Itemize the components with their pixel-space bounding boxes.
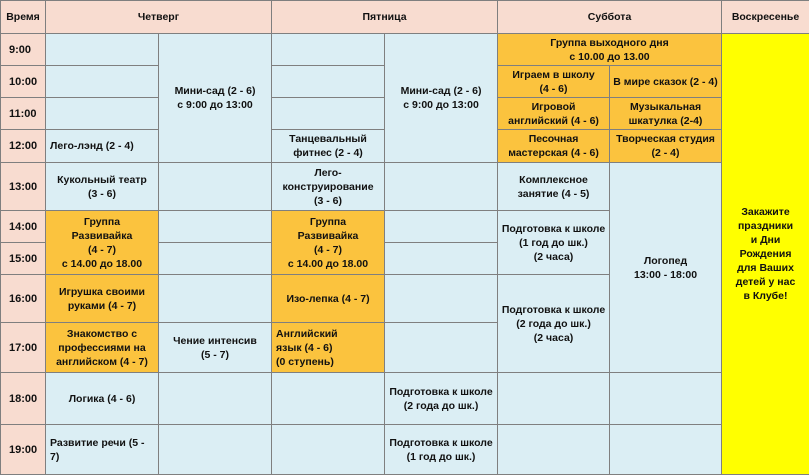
empty-cell [272, 98, 385, 130]
time-slot: 19:00 [1, 425, 46, 475]
thu-puppet-theatre: Кукольный театр (3 - 6) [46, 163, 159, 211]
fri-dance-fitness: Танцевальный фитнес (2 - 4) [272, 130, 385, 163]
sat-logoped: Логопед 13:00 - 18:00 [610, 163, 722, 373]
empty-cell [159, 163, 272, 211]
fri-minisad: Мини-сад (2 - 6) с 9:00 до 13:00 [385, 34, 498, 163]
thu-minisad: Мини-сад (2 - 6) с 9:00 до 13:00 [159, 34, 272, 163]
empty-cell [159, 243, 272, 275]
time-slot: 15:00 [1, 243, 46, 275]
thu-lego-land: Лего-лэнд (2 - 4) [46, 130, 159, 163]
header-time: Время [1, 1, 46, 34]
header-sunday: Воскресенье [722, 1, 809, 34]
empty-cell [159, 373, 272, 425]
time-slot: 11:00 [1, 98, 46, 130]
header-thursday: Четверг [46, 1, 272, 34]
time-slot: 9:00 [1, 34, 46, 66]
empty-cell [159, 211, 272, 243]
time-slot: 16:00 [1, 275, 46, 323]
empty-cell [385, 211, 498, 243]
sat-fairy-world: В мире сказок (2 - 4) [610, 66, 722, 98]
fri-izo-lepka: Изо-лепка (4 - 7) [272, 275, 385, 323]
header-friday: Пятница [272, 1, 498, 34]
empty-cell [498, 425, 610, 475]
empty-cell [159, 425, 272, 475]
sat-play-english: Игровой английский (4 - 6) [498, 98, 610, 130]
empty-cell [272, 34, 385, 66]
empty-cell [385, 243, 498, 275]
fri-english: Английский язык (4 - 6) (0 ступень) [272, 323, 385, 373]
sat-play-school: Играем в школу (4 - 6) [498, 66, 610, 98]
empty-cell [610, 425, 722, 475]
empty-cell [159, 275, 272, 323]
empty-cell [272, 66, 385, 98]
thu-toy-handmade: Игрушка своими руками (4 - 7) [46, 275, 159, 323]
sat-sand-workshop: Песочная мастерская (4 - 6) [498, 130, 610, 163]
sat-weekend-group: Группа выходного дня с 10.00 до 13.00 [498, 34, 722, 66]
fri-prep-school-2y: Подготовка к школе (2 года до шк.) [385, 373, 498, 425]
time-slot: 12:00 [1, 130, 46, 163]
empty-cell [46, 34, 159, 66]
time-slot: 17:00 [1, 323, 46, 373]
fri-prep-school-1y: Подготовка к школе (1 год до шк.) [385, 425, 498, 475]
sat-prep-school-1y: Подготовка к школе (1 год до шк.) (2 часа) [498, 211, 610, 275]
empty-cell [498, 373, 610, 425]
time-slot: 10:00 [1, 66, 46, 98]
sat-music-box: Музыкальная шкатулка (2-4) [610, 98, 722, 130]
thu-razvivaika: Группа Развивайка (4 - 7) с 14.00 до 18.00 [46, 211, 159, 275]
time-slot: 13:00 [1, 163, 46, 211]
empty-cell [46, 98, 159, 130]
empty-cell [272, 425, 385, 475]
fri-lego-construct: Лего- конструирование (3 - 6) [272, 163, 385, 211]
sat-complex-lesson: Комплексное занятие (4 - 5) [498, 163, 610, 211]
empty-cell [272, 373, 385, 425]
time-slot: 18:00 [1, 373, 46, 425]
empty-cell [385, 163, 498, 211]
empty-cell [610, 373, 722, 425]
header-saturday: Суббота [498, 1, 722, 34]
time-slot: 14:00 [1, 211, 46, 243]
sat-creative-studio: Творческая студия (2 - 4) [610, 130, 722, 163]
thu-logic: Логика (4 - 6) [46, 373, 159, 425]
thu-reading-intensive: Чение интенсив (5 - 7) [159, 323, 272, 373]
thu-professions-english: Знакомство с профессиями на английском (4 - 7) [46, 323, 159, 373]
empty-cell [385, 323, 498, 373]
thu-speech: Развитие речи (5 - 7) [46, 425, 159, 475]
empty-cell [385, 275, 498, 323]
fri-razvivaika: Группа Развивайка (4 - 7) с 14.00 до 18.00 [272, 211, 385, 275]
empty-cell [46, 66, 159, 98]
sun-promo: Закажите праздники и Дни Рождения для Ваших детей у нас в Клубе! [722, 34, 809, 475]
sat-prep-school-2y: Подготовка к школе (2 года до шк.) (2 часа) [498, 275, 610, 373]
